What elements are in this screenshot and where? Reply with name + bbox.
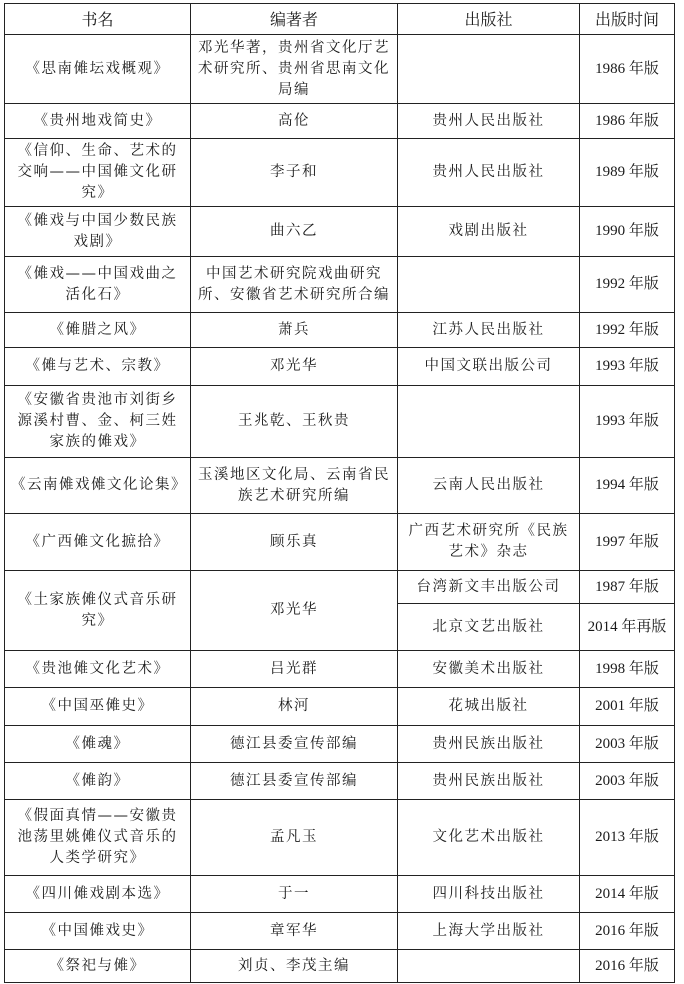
book-publisher-reprint: 北京文艺出版社 xyxy=(398,604,580,651)
book-title: 《傩韵》 xyxy=(5,763,191,800)
book-author: 德江县委宣传部编 xyxy=(191,763,398,800)
table-row xyxy=(5,763,675,800)
book-title: 《安徽省贵池市刘街乡源溪村曹、金、柯三姓家族的傩戏》 xyxy=(5,386,191,458)
book-title: 《假面真情——安徽贵池荡里姚傩仪式音乐的人类学研究》 xyxy=(5,800,191,876)
book-title: 《四川傩戏剧本选》 xyxy=(5,876,191,913)
book-title: 《思南傩坛戏概观》 xyxy=(5,35,191,104)
book-year: 1993 年版 xyxy=(580,348,675,386)
book-title: 《广西傩文化摭拾》 xyxy=(5,514,191,571)
book-author: 中国艺术研究院戏曲研究所、安徽省艺术研究所合编 xyxy=(191,257,398,313)
book-publisher: 贵州人民出版社 xyxy=(398,139,580,207)
book-author: 于一 xyxy=(191,876,398,913)
book-publisher: 戏剧出版社 xyxy=(398,207,580,257)
book-year: 1997 年版 xyxy=(580,514,675,571)
book-publisher: 江苏人民出版社 xyxy=(398,313,580,348)
book-publisher: 花城出版社 xyxy=(398,688,580,726)
table-row xyxy=(5,950,675,983)
book-year: 2001 年版 xyxy=(580,688,675,726)
book-publisher: 贵州民族出版社 xyxy=(398,763,580,800)
book-title: 《祭祀与傩》 xyxy=(5,950,191,983)
table-row xyxy=(5,139,675,207)
table-row xyxy=(5,257,675,313)
header-year: 出版时间 xyxy=(580,4,675,35)
book-year: 1987 年版 xyxy=(580,571,675,604)
book-author: 吕光群 xyxy=(191,651,398,688)
book-year: 2014 年版 xyxy=(580,876,675,913)
book-year: 1989 年版 xyxy=(580,139,675,207)
book-author: 章军华 xyxy=(191,913,398,950)
book-title: 《贵州地戏简史》 xyxy=(5,104,191,139)
book-title: 《傩魂》 xyxy=(5,726,191,763)
table-row xyxy=(5,651,675,688)
book-title: 《中国巫傩史》 xyxy=(5,688,191,726)
book-publisher: 云南人民出版社 xyxy=(398,458,580,514)
table-row xyxy=(5,207,675,257)
book-publisher xyxy=(398,950,580,983)
book-title: 《傩戏——中国戏曲之活化石》 xyxy=(5,257,191,313)
book-publisher: 广西艺术研究所《民族艺术》杂志 xyxy=(398,514,580,571)
table-row xyxy=(5,104,675,139)
book-author: 高伦 xyxy=(191,104,398,139)
table-row xyxy=(5,348,675,386)
book-year: 1992 年版 xyxy=(580,313,675,348)
header-title: 书名 xyxy=(5,4,191,35)
book-publisher: 四川科技出版社 xyxy=(398,876,580,913)
book-author: 邓光华著，贵州省文化厅艺术研究所、贵州省思南文化局编 xyxy=(191,35,398,104)
table-row xyxy=(5,386,675,458)
book-author: 曲六乙 xyxy=(191,207,398,257)
book-year: 2016 年版 xyxy=(580,913,675,950)
book-publisher xyxy=(398,386,580,458)
book-year: 1993 年版 xyxy=(580,386,675,458)
book-publisher: 中国文联出版公司 xyxy=(398,348,580,386)
header-author: 编著者 xyxy=(191,4,398,35)
header-row xyxy=(5,4,675,35)
book-author: 刘贞、李茂主编 xyxy=(191,950,398,983)
book-year: 1986 年版 xyxy=(580,104,675,139)
table-row xyxy=(5,913,675,950)
book-title: 《中国傩戏史》 xyxy=(5,913,191,950)
book-author: 玉溪地区文化局、云南省民族艺术研究所编 xyxy=(191,458,398,514)
book-title: 《云南傩戏傩文化论集》 xyxy=(5,458,191,514)
book-title: 《傩腊之风》 xyxy=(5,313,191,348)
book-publisher: 贵州人民出版社 xyxy=(398,104,580,139)
book-title: 《傩戏与中国少数民族戏剧》 xyxy=(5,207,191,257)
book-author: 萧兵 xyxy=(191,313,398,348)
header-publisher: 出版社 xyxy=(398,4,580,35)
book-year: 1998 年版 xyxy=(580,651,675,688)
book-author: 德江县委宣传部编 xyxy=(191,726,398,763)
table-row xyxy=(5,800,675,876)
book-year: 2003 年版 xyxy=(580,726,675,763)
book-author: 邓光华 xyxy=(191,348,398,386)
table-row xyxy=(5,876,675,913)
bibliography-table xyxy=(4,3,675,983)
book-author: 邓光华 xyxy=(191,571,398,651)
book-title: 《傩与艺术、宗教》 xyxy=(5,348,191,386)
book-author: 王兆乾、王秋贵 xyxy=(191,386,398,458)
book-publisher: 贵州民族出版社 xyxy=(398,726,580,763)
book-publisher: 文化艺术出版社 xyxy=(398,800,580,876)
table-row xyxy=(5,571,675,604)
book-title: 《土家族傩仪式音乐研究》 xyxy=(5,571,191,651)
book-year: 1986 年版 xyxy=(580,35,675,104)
table-row xyxy=(5,726,675,763)
table-row xyxy=(5,35,675,104)
table-row xyxy=(5,313,675,348)
book-author: 孟凡玉 xyxy=(191,800,398,876)
book-publisher xyxy=(398,35,580,104)
book-publisher: 台湾新文丰出版公司 xyxy=(398,571,580,604)
book-year: 1992 年版 xyxy=(580,257,675,313)
table-row xyxy=(5,458,675,514)
book-publisher: 安徽美术出版社 xyxy=(398,651,580,688)
book-author: 顾乐真 xyxy=(191,514,398,571)
book-title: 《贵池傩文化艺术》 xyxy=(5,651,191,688)
book-year: 2013 年版 xyxy=(580,800,675,876)
table-row xyxy=(5,688,675,726)
book-publisher: 上海大学出版社 xyxy=(398,913,580,950)
table-row xyxy=(5,514,675,571)
book-year: 1994 年版 xyxy=(580,458,675,514)
book-title: 《信仰、生命、艺术的交响——中国傩文化研究》 xyxy=(5,139,191,207)
book-year: 2016 年版 xyxy=(580,950,675,983)
book-publisher xyxy=(398,257,580,313)
book-author: 林河 xyxy=(191,688,398,726)
book-year-reprint: 2014 年再版 xyxy=(580,604,675,651)
book-year: 2003 年版 xyxy=(580,763,675,800)
book-author: 李子和 xyxy=(191,139,398,207)
book-year: 1990 年版 xyxy=(580,207,675,257)
